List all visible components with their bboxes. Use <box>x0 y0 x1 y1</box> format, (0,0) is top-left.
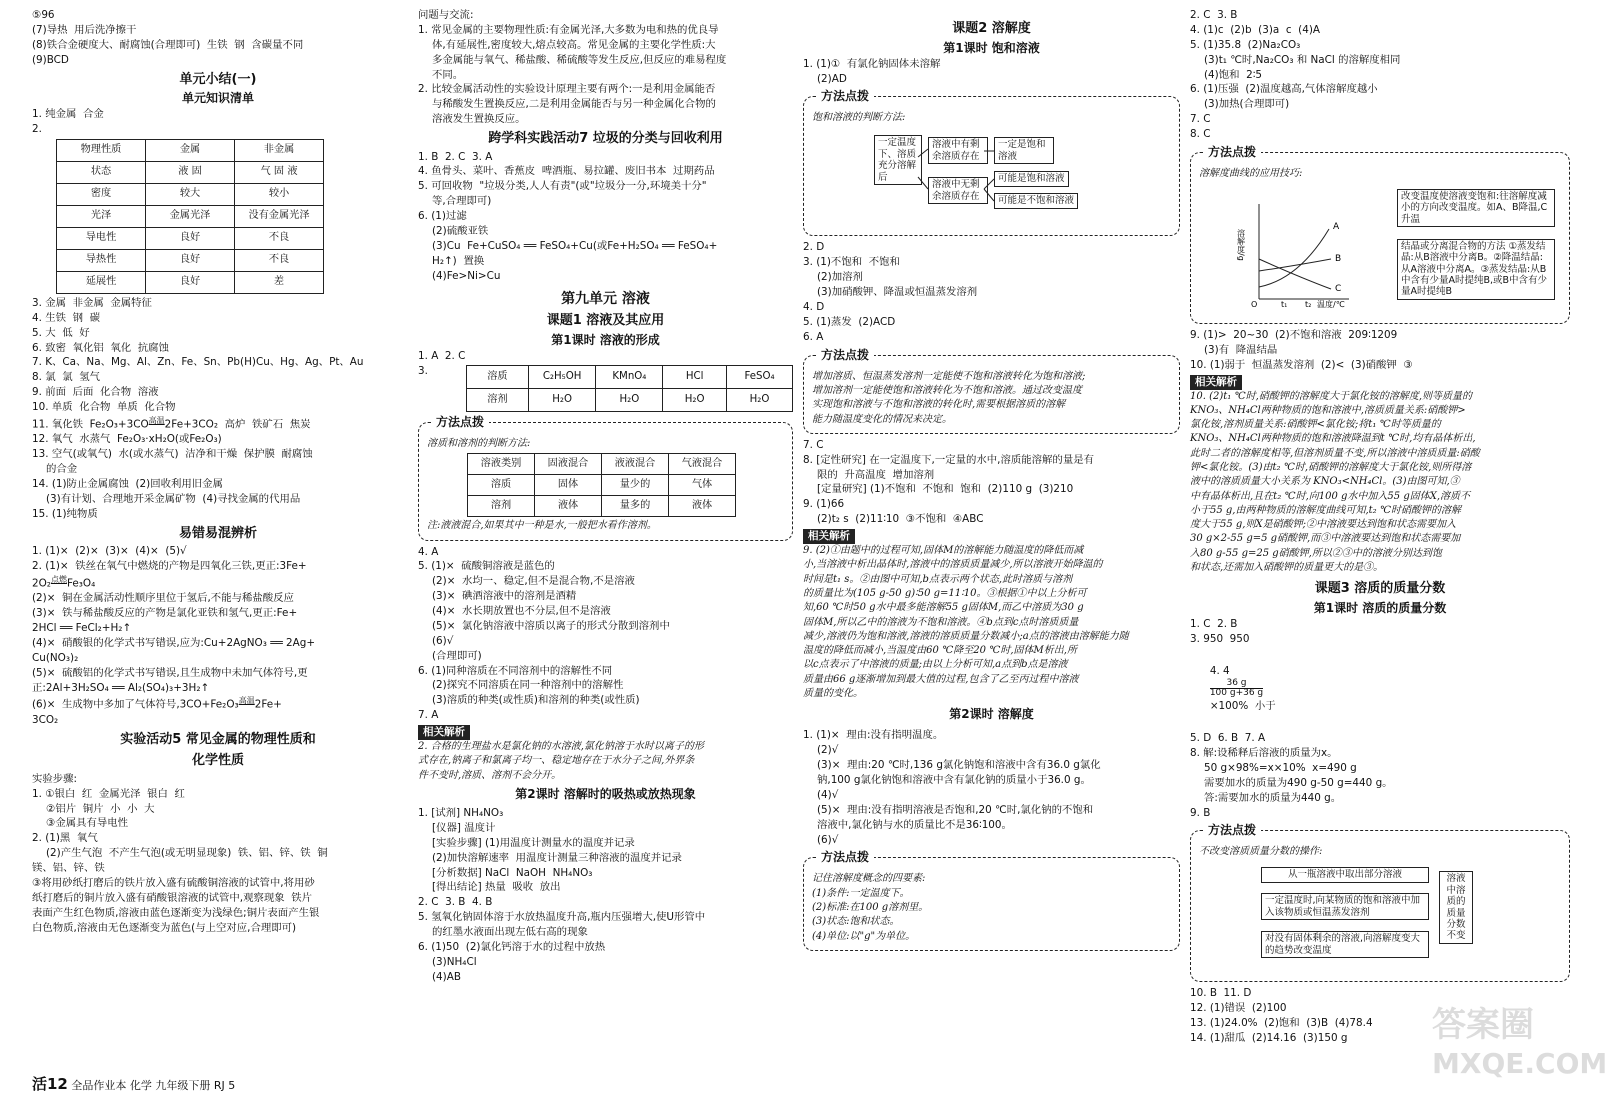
text-line: (5)× 硫酸铝的化学式书写错误,且生成物中未加气体符号,更 <box>32 666 308 679</box>
text-line: 9. (1)> 20~30 (2)不饱和溶液 209∶1209 <box>1190 328 1398 341</box>
lesson-heading: 第2课时 溶解时的吸热或放热现象 <box>515 786 696 801</box>
analysis-text: 减少,溶液仍为饱和溶液,溶液的溶质质量分数减小;a点的溶液由溶解能力随 <box>803 630 1129 642</box>
text-line: 5. D 6. B 7. A <box>1190 732 1266 745</box>
table-cell: H₂O <box>528 388 596 411</box>
text-line: [实验步骤] (1)用温度计测量水的温度并记录 <box>432 836 635 849</box>
page-number: 活12 <box>32 1075 68 1093</box>
text-line: (4)× 硝酸银的化学式书写错误,应为:Cu+2AgNO₃ ══ 2Ag+ <box>32 636 316 649</box>
table-cell: 金属 <box>146 139 235 161</box>
text-line: (3)Cu Fe+CuSO₄ ══ FeSO₄+Cu(或Fe+H₂SO₄ ══ FeSO₄+ <box>432 239 718 252</box>
text-line: 5. 可回收物 "垃圾分类,人人有责"(或"垃圾分一分,环境美十分" <box>418 180 707 193</box>
unit-heading: 第九单元 溶液 <box>561 291 650 308</box>
table-cell: 物理性质 <box>57 139 146 161</box>
text-line: (5)× 氯化钠溶液中溶质以离子的形式分散到溶剂中 <box>432 619 670 632</box>
method-box <box>803 89 1180 236</box>
text-line: (3)加热(合理即可) <box>1204 98 1290 111</box>
text-line: 2. <box>32 123 42 136</box>
analysis-text: 小,当溶液中析出晶体时,溶液中的溶质质量减少,所以溶液开始降温的 <box>803 559 1103 571</box>
text-line: (3)加硝酸钾、降温或恒温蒸发溶剂 <box>817 286 978 299</box>
flow-arrows <box>804 97 1064 215</box>
metal-property-table <box>56 139 324 294</box>
text-line: 2. 比较金属活动性的实验设计原理主要有两个:一是利用金属能否 <box>418 83 716 96</box>
analysis-text: 度大于55 g,则X是硝酸钾;②中溶液要达到饱和状态需要加入 <box>1190 519 1456 531</box>
text-line: 2. C 3. B <box>1190 9 1238 21</box>
text-line: (2)加溶剂 <box>817 271 863 284</box>
table-cell: 较小 <box>235 183 324 205</box>
text-line: 14. (1)防止金属腐蚀 (2)回收利用旧金属 <box>32 477 223 490</box>
table-cell: 金属光泽 <box>146 205 235 227</box>
analysis-text: 质量的变化。 <box>803 688 863 700</box>
text-line: (6)√ <box>432 634 454 647</box>
text-line: 实验步骤: <box>32 772 78 785</box>
method-text: 不改变溶质质量分数的操作: <box>1199 846 1323 858</box>
table-cell: 较大 <box>146 183 235 205</box>
text-line: 4. (1)c (2)b (3)a c (4)A <box>1190 23 1321 36</box>
analysis-text: 10. (2)t₁ ℃时,硝酸钾的溶解度大于氯化铵的溶解度,则等质量的 <box>1190 390 1472 402</box>
analysis-text: 9. (2)①由题中的过程可知,固体M的溶解能力随温度的降低而减 <box>803 545 1084 557</box>
text-line: 1. ①银白 红 金属光泽 银白 红 <box>32 787 185 800</box>
text-fragment: 4. 4 <box>1209 664 1230 677</box>
table-cell: 量少的 <box>602 475 669 496</box>
analysis-text: 2. 合格的生理盐水是氯化钠的水溶液,氯化钠溶于水时以离子的形 <box>418 741 704 753</box>
flow-box: 溶液中有剩余溶质存在 <box>928 137 988 164</box>
table-cell: 良好 <box>146 227 235 249</box>
text-line: 5. (1)× 硫酸铜溶液是蓝色的 <box>418 560 555 573</box>
text-line: 8. 解:设稀释后溶液的质量为x。 <box>1190 747 1338 759</box>
text-line: 7. A <box>418 709 439 722</box>
section-heading: 课题2 溶解度 <box>952 21 1031 36</box>
text-fragment: ₂O₃+3CO <box>101 418 149 431</box>
section-subheading: 单元知识清单 <box>181 91 254 106</box>
method-box-title: 方法点拨 <box>431 414 489 431</box>
text-line <box>1190 649 1570 729</box>
result-box: 溶液中溶质的质量分数不变 <box>1439 871 1473 943</box>
condition-label: 高温 <box>238 696 255 706</box>
text-line: 13. 空气(或氧气) 水(或水蒸气) 洁净和干燥 保护膜 耐腐蚀 <box>32 448 313 461</box>
method-text: 记住溶解度概念的四要素: <box>812 873 926 885</box>
text-line: (6)√ <box>817 833 839 846</box>
solubility-curve-diagram <box>1236 199 1389 309</box>
text-line: 4. 生铁 钢 碳 <box>32 311 100 324</box>
text-line: 1. (1)× 理由:没有指明温度。 <box>803 729 944 742</box>
text-line <box>32 415 404 432</box>
text-line: 2. (1)黑 氧气 <box>32 832 98 845</box>
analysis-text: 时间是t₁ s。②由图中可知,b点表示两个状态,此时溶质与溶剂 <box>803 573 1073 585</box>
text-line: 7. C <box>1190 113 1211 126</box>
analysis-text: 以c点表示了中溶液的质量;由以上分析可知,a点到b点是溶液 <box>803 659 1068 671</box>
text-line: [分析数据] NaCl NaOH NH₄NO₃ <box>432 866 593 879</box>
method-text: (2)标准:在100 g溶剂里。 <box>812 902 929 914</box>
table-cell: 不良 <box>235 227 324 249</box>
table-cell: 溶剂 <box>468 496 535 517</box>
text-line: 4. D <box>803 300 825 313</box>
curve-label-a: A <box>1333 221 1340 232</box>
fraction-numerator: 36 g <box>1210 679 1263 690</box>
column-4 <box>1190 8 1570 1046</box>
section-heading: 单元小结(一) <box>179 71 257 87</box>
text-line: 5. (1)蒸发 (2)ACD <box>803 315 896 328</box>
text-line: 表面产生红色物质,溶液由蓝色逐渐变为浅绿色;铜片表面产生银 <box>32 906 320 919</box>
text-line: ③将用砂纸打磨后的铁片放入盛有硫酸铜溶液的试管中,将用砂 <box>32 876 315 889</box>
analysis-text: 件不变时,溶质、溶剂不会分开。 <box>418 769 562 781</box>
text-line: 1. (1)① 有氯化钠固体未溶解 <box>803 57 941 70</box>
table-cell: 固体 <box>535 475 602 496</box>
text-fragment: 2Fe+3CO₂ 高炉 铁矿石 焦炭 <box>164 418 311 431</box>
table-cell: 良好 <box>146 271 235 293</box>
method-text: (1)条件:一定温度下。 <box>812 887 910 899</box>
text-line: 3CO₂ <box>32 713 59 726</box>
table-cell: 量多的 <box>602 496 669 517</box>
text-line: (4)AB <box>432 970 461 983</box>
text-line: 不同。 <box>432 68 464 81</box>
method-box-title: 方法点拨 <box>1203 144 1261 161</box>
text-line: (2)加快溶解速率 用温度计测量三种溶液的温度并记录 <box>432 851 682 864</box>
operation-box: 一定温度时,向某物质的饱和溶液中加入该物质或恒温蒸发溶剂 <box>1261 893 1429 920</box>
text-line: 5. 大 低 好 <box>32 326 90 339</box>
text-line: 14. (1)甜瓜 (2)14.16 (3)150 g <box>1190 1032 1348 1044</box>
text-line: (4)× 水长期放置也不分层,但不是溶液 <box>432 605 611 618</box>
text-line: 4. 鱼骨头、菜叶、香蕉皮 啤酒瓶、易拉罐、废旧书本 过期药品 <box>418 165 715 178</box>
text-line: 问题与交流: <box>418 9 474 21</box>
text-line: 6. 致密 氧化铝 氧化 抗腐蚀 <box>32 341 169 354</box>
text-line: (2)硫酸亚铁 <box>432 224 489 237</box>
table-cell: 气液混合 <box>669 454 736 475</box>
section-heading: 实验活动5 常见金属的物理性质和 <box>120 731 316 747</box>
text-line: 2HCl ══ FeCl₂+H₂↑ <box>32 622 132 634</box>
analysis-text: 和状态,还需加入硝酸钾的质量更大的是③。 <box>1190 562 1384 574</box>
text-line: 2. C 3. B 4. B <box>418 896 493 909</box>
text-line: (9)BCD <box>32 53 69 66</box>
text-line: [定量研究] (1)不饱和 不饱和 饱和 (2)110 g (3)210 <box>817 483 1074 496</box>
text-line: 白色物质,溶液由无色逐渐变为蓝色(与上空对应,合理即可) <box>32 921 297 934</box>
text-line: 1. [试剂] NH₄NO₃ <box>418 807 504 820</box>
method-box <box>418 414 793 541</box>
text-line: 多金属能与氧气、稀盐酸、稀硫酸等发生反应,但反应的难易程度 <box>432 53 727 66</box>
text-line: 正:2Al+3H₂SO₄ ══ Al₂(SO₄)₃+3H₂↑ <box>32 681 210 694</box>
table-cell: 溶液类别 <box>468 454 535 475</box>
text-line: 溶液发生置换反应。 <box>432 113 526 126</box>
text-line: (3)× 碘酒溶液中的溶剂是酒精 <box>432 590 577 603</box>
table-cell: 光泽 <box>57 205 146 227</box>
analysis-text: 氯化铵,溶剂质量关系:硝酸钾<氯化铵;将t₁ ℃时等质量的 <box>1190 419 1441 431</box>
text-line: (4)√ <box>817 788 839 801</box>
text-line: 10. (1)弱于 恒温蒸发溶剂 (2)< (3)硝酸钾 ③ <box>1190 358 1413 371</box>
text-line: 9. (1)66 <box>803 498 845 511</box>
section-heading: 课题3 溶质的质量分数 <box>1314 581 1446 597</box>
table-cell: 状态 <box>57 161 146 183</box>
fraction-denominator: 100 g+36 g <box>1209 688 1264 699</box>
flow-box-condition: 一定温度下、溶质充分溶解后 <box>874 135 922 185</box>
related-analysis-tag: 相关解析 <box>1190 375 1242 390</box>
text-fragment: 2O₂ <box>32 577 51 590</box>
method-text: 注:液液混合,如果其中一种是水,一般把水看作溶剂。 <box>427 520 657 532</box>
table-cell: 液体 <box>669 496 736 517</box>
section-heading: 易错易混辨析 <box>178 525 257 541</box>
table-cell: 差 <box>235 271 324 293</box>
method-text: 实现饱和溶液与不饱和溶液的转化时,需要根据溶质的溶解 <box>812 399 1066 411</box>
judgement-table <box>467 453 736 517</box>
text-line: 10. B 11. D <box>1190 987 1252 1000</box>
text-fragment: 11. 氧化铁 Fe <box>32 418 102 431</box>
technique-box: 改变温度使溶液变饱和:往溶解度减小的方向改变温度。如A、B降温,C升温 <box>1397 189 1555 227</box>
table-cell: HCl <box>663 365 727 388</box>
table-cell: 良好 <box>146 249 235 271</box>
table-cell: KMnO₄ <box>596 365 663 388</box>
analysis-text: 固体M,所以乙中的溶液为不饱和溶液。④b点到c点时溶质质量 <box>803 616 1079 628</box>
text-line: 4. A <box>418 545 439 558</box>
method-text: 能力随温度变化的情况来决定。 <box>812 413 952 425</box>
text-line: 与稀酸发生置换反应,二是利用金属能否与另一种金属化合物的 <box>432 98 716 111</box>
solute-solvent-table <box>466 365 793 412</box>
table-cell: 不良 <box>235 249 324 271</box>
text-line: (5)× 理由:没有指明溶液是否饱和,20 ℃时,氯化钠的不饱和 <box>817 803 1094 816</box>
method-text: 溶质和溶剂的判断方法: <box>427 437 531 449</box>
condition-label: 高温 <box>148 415 165 425</box>
analysis-text: KNO₃、NH₄Cl两种物质的饱和溶液中,溶质质量关系:硝酸钾> <box>1190 404 1466 416</box>
text-line: 需要加水的质量为490 g-50 g=440 g。 <box>1204 776 1393 789</box>
text-line: [得出结论] 热量 吸收 放出 <box>432 881 561 894</box>
analysis-text: 液中的溶质质量大小关系为 KNO₃<NH₄Cl。(3)由图可知,③ <box>1190 476 1460 488</box>
text-line: (2)t₂ s (2)11∶10 ③不饱和 ④ABC <box>817 513 984 526</box>
table-cell: 密度 <box>57 183 146 205</box>
table-cell: 没有金属光泽 <box>235 205 324 227</box>
table-cell: H₂O <box>727 388 793 411</box>
text-line: ⑤96 <box>32 9 55 21</box>
flow-box: 可能是不饱和溶液 <box>994 193 1078 208</box>
lesson-heading: 第1课时 饱和溶液 <box>943 40 1040 55</box>
text-line: 镁、铝、锌、铁 <box>32 862 105 874</box>
lesson-heading: 第1课时 溶液的形成 <box>551 333 660 348</box>
text-line: 2. (1)× 铁丝在氧气中燃烧的产物是四氧化三铁,更正:3Fe+ <box>32 560 307 573</box>
section-heading: 跨学科实践活动7 垃圾的分类与回收利用 <box>488 131 723 146</box>
operation-box: 从一瓶溶液中取出部分溶液 <box>1261 867 1429 882</box>
table-cell: 液液混合 <box>602 454 669 475</box>
text-line: (2)× 铜在金属活动性顺序里位于氢后,不能与稀盐酸反应 <box>32 592 294 605</box>
text-line: (8)铁合金硬度大、耐腐蚀(合理即可) 生铁 钢 含碳量不同 <box>32 38 304 51</box>
analysis-text: 中有晶体析出,且在t₂ ℃时,向100 g水中加入55 g固体X,溶质不 <box>1190 490 1471 502</box>
analysis-text: 小于55 g,由两种物质的溶解度曲线可知,t₂ ℃时硝酸钾的溶解 <box>1190 504 1462 516</box>
text-line: (3)溶质的种类(或性质)和溶剂的种类(或性质) <box>432 694 640 707</box>
text-line: 3. 金属 非金属 金属特征 <box>32 296 152 309</box>
analysis-text: KNO₃、NH₄Cl两种物质的饱和溶液降温到t ℃时,均有晶体析出, <box>1190 433 1476 445</box>
text-line: 1. B 2. C 3. A <box>418 150 493 163</box>
text-line: 7. K、Ca、Na、Mg、Al、Zn、Fe、Sn、Pb(H)Cu、Hg、Ag、Pt、Au <box>32 356 364 369</box>
text-line: 6. (1)50 (2)氯化钙溶于水的过程中放热 <box>418 940 606 953</box>
analysis-text: 钾<氯化铵。(3)由t₂ ℃时,硝酸钾的溶解度大于氯化铵,则所得溶 <box>1190 461 1472 473</box>
text-line: (3)× 铁与稀盐酸反应的产物是氯化亚铁和氢气,更正:Fe+ <box>32 607 298 620</box>
text-line: 5. (1)35.8 (2)Na₂CO₃ <box>1190 38 1301 51</box>
analysis-text: 30 g×2-55 g=5 g硝酸钾,而③中溶液要达到饱和状态需要加 <box>1190 533 1461 545</box>
watermark-url: MXQE.COM <box>1432 1047 1607 1080</box>
lesson-heading: 第2课时 溶解度 <box>949 707 1034 722</box>
text-line: 8. C <box>1190 128 1211 140</box>
x-axis-label: 温度/℃ <box>1317 299 1345 309</box>
table-cell: 液体 <box>535 496 602 517</box>
method-text: 溶解度曲线的应用技巧: <box>1199 167 1303 179</box>
text-line: 的红墨水液面出现左低右高的现象 <box>432 926 588 939</box>
text-line: 6. (1)压强 (2)温度越高,气体溶解度越小 <box>1190 83 1378 96</box>
text-line: ③金属具有导电性 <box>46 817 129 830</box>
text-line: 3. 950 950 <box>1190 632 1250 645</box>
y-axis-label: 溶解度/g <box>1236 228 1246 261</box>
text-line: (2)产生气泡 不产生气泡(或无明显现象) 铁、铝、锌、铁 铜 <box>46 847 328 860</box>
text-line: 答:需要加水的质量为440 g。 <box>1204 791 1342 804</box>
method-text: 饱和溶液的判断方法: <box>812 112 906 124</box>
text-fragment: Fe₃O₄ <box>66 577 96 590</box>
text-line: 6. (1)过滤 <box>418 210 467 223</box>
text-line: 7. C <box>803 438 824 451</box>
tick-label: t₂ <box>1305 299 1312 309</box>
table-cell: H₂O <box>596 388 663 411</box>
analysis-text: 温度的降低而减小,当温度由60 ℃降至20 ℃时,固体M析出,所 <box>803 645 1077 657</box>
table-cell: 液 固 <box>146 161 235 183</box>
text-line: 9. 前面 后面 化合物 溶液 <box>32 386 159 399</box>
table-cell: 气 固 液 <box>235 161 324 183</box>
text-line: Cu(NO₃)₂ <box>32 651 79 664</box>
method-text: (3)状态:饱和状态。 <box>812 916 900 928</box>
table-cell: 固液混合 <box>535 454 602 475</box>
text-line: [仪器] 温度计 <box>432 821 496 834</box>
table-cell: 导热性 <box>57 249 146 271</box>
method-box-title: 方法点拨 <box>1203 822 1261 839</box>
text-line: (2)√ <box>817 744 839 757</box>
text-line: 等,合理即可) <box>432 195 492 208</box>
text-line: 50 g×98%=x×10% x=490 g <box>1204 761 1357 774</box>
text-line: 12. 氧气 水蒸气 Fe₂O₃·xH₂O(或Fe₂O₃) <box>32 433 222 446</box>
flow-box: 可能是饱和溶液 <box>994 171 1069 186</box>
text-fragment: ×100% 小于 <box>1209 700 1276 713</box>
condition-label: 点燃 <box>50 574 67 584</box>
analysis-text: 式存在,钠离子和氯离子均一、稳定地存在于水分子之间,外界条 <box>418 755 695 767</box>
method-box <box>803 850 1180 950</box>
origin-label: O <box>1251 299 1258 309</box>
table-cell: 非金属 <box>235 139 324 161</box>
column-3 <box>803 8 1180 955</box>
method-box <box>803 347 1180 434</box>
text-line: 13. (1)24.0% (2)饱和 (3)B (4)78.4 <box>1190 1017 1373 1030</box>
column-1 <box>32 8 404 935</box>
text-fragment: 2Fe+ <box>254 698 282 711</box>
table-cell: 导电性 <box>57 227 146 249</box>
operation-box: 对没有固体剩余的溶液,向溶解度变大的趋势改变温度 <box>1261 931 1429 958</box>
text-line: (3)× 理由:20 ℃时,136 g氯化钠饱和溶液中含有36.0 g氯化 <box>817 759 1101 772</box>
text-line: 1. (1)× (2)× (3)× (4)× (5)√ <box>32 545 187 558</box>
technique-box: 结晶或分离混合物的方法 ①蒸发结晶:从B溶液中分离B。②降温结晶:从A溶液中分离A。③蒸发结晶:从B中含有少量A时提纯B,或B中含有少量A时提纯B <box>1397 239 1555 300</box>
text-line: (7)导热 用后洗净擦干 <box>32 23 137 36</box>
analysis-text: 入80 g-55 g=25 g硝酸钾,所以②③中的溶液分别达到饱 <box>1190 547 1442 559</box>
method-box <box>1190 823 1570 982</box>
table-cell: C₂H₅OH <box>528 365 596 388</box>
flow-box: 溶液中无剩余溶质存在 <box>928 177 988 204</box>
text-line: 8. [定性研究] 在一定温度下,一定量的水中,溶质能溶解的量是有 <box>803 453 1094 466</box>
method-text: 增加溶质、恒温蒸发溶剂一定能使不饱和溶液转化为饱和溶液; <box>812 370 1086 382</box>
text-line: 限的 升高温度 增加溶剂 <box>817 468 935 481</box>
text-line: (3)有计划、合理地开采金属矿物 (4)寻找金属的代用品 <box>46 492 301 505</box>
text-line: 溶液中,氯化钠与水的质量比不是36∶100。 <box>817 818 1012 831</box>
column-2 <box>418 8 793 985</box>
table-cell: 溶质 <box>468 475 535 496</box>
method-text: (4)单位:以"g"为单位。 <box>812 930 916 942</box>
text-line <box>32 695 404 712</box>
text-line: 10. 单质 化合物 单质 化合物 <box>32 401 176 414</box>
method-box-title: 方法点拨 <box>816 849 874 866</box>
related-analysis-tag: 相关解析 <box>803 529 855 544</box>
text-line: 5. 氢氧化钠固体溶于水放热温度升高,瓶内压强增大,使U形管中 <box>418 911 706 924</box>
text-line: (3)t₁ ℃时,Na₂CO₃ 和 NaCl 的溶解度相同 <box>1204 53 1401 66</box>
text-line: (4)饱和 2∶5 <box>1204 68 1263 81</box>
table-cell: 溶剂 <box>467 388 529 411</box>
text-line: (3)NH₄Cl <box>432 955 477 968</box>
analysis-text: 此时二者的溶解度相等,但溶剂质量不变,所以溶液中溶质质量:硝酸 <box>1190 447 1480 459</box>
text-line: 12. (1)错误 (2)100 <box>1190 1002 1287 1015</box>
table-cell: 延展性 <box>57 271 146 293</box>
text-line: 9. B <box>1190 806 1211 819</box>
tick-label: t₁ <box>1281 299 1288 309</box>
text-line: 15. (1)纯物质 <box>32 507 98 520</box>
watermark-logo: 答案圈 <box>1432 1005 1534 1045</box>
text-line: 6. A <box>803 330 824 343</box>
text-line: 3. <box>418 365 428 378</box>
text-line: 1. A 2. C <box>418 350 466 363</box>
fraction <box>1210 679 1263 700</box>
analysis-text: 知,60 ℃时50 g水中最多能溶解55 g固体M,而乙中溶质为30 g <box>803 602 1084 614</box>
related-analysis-tag: 相关解析 <box>418 725 470 740</box>
method-text: 增加溶剂一定能使饱和溶液转化为不饱和溶液。通过改变温度 <box>812 384 1082 396</box>
curve-label-b: B <box>1335 253 1342 264</box>
book-title: 全品作业本 化学 九年级下册 RJ 5 <box>71 1079 236 1092</box>
text-line: 钠,100 g氯化钠饱和溶液中含有氯化钠的质量小于36.0 g。 <box>817 774 1091 787</box>
analysis-text: 的质量比为(105 g-50 g)∶50 g=11∶10。③根据①中以上分析可 <box>803 587 1087 599</box>
text-line: 6. (1)同种溶质在不同溶剂中的溶解性不同 <box>418 664 613 677</box>
section-heading: 化学性质 <box>191 753 244 769</box>
text-line: (3)有 降温结晶 <box>1204 343 1278 356</box>
method-box-title: 方法点拨 <box>816 347 874 364</box>
text-line: (合理即可) <box>432 649 482 662</box>
text-line: (2)AD <box>817 72 847 85</box>
text-line: 1. 常见金属的主要物理性质:有金属光泽,大多数为电和热的优良导 <box>418 23 719 36</box>
table-cell: 气体 <box>669 475 736 496</box>
text-line: (2)探究不同溶质在同一种溶剂中的溶解性 <box>432 679 624 692</box>
page-footer <box>32 1074 235 1095</box>
text-line <box>32 574 404 591</box>
section-heading: 课题1 溶液及其应用 <box>546 313 665 329</box>
flow-box: 一定是饱和溶液 <box>994 137 1054 164</box>
text-line: (2)× 水均一、稳定,但不是混合物,不是溶液 <box>432 575 635 588</box>
text-line: 3. (1)不饱和 不饱和 <box>803 256 900 269</box>
curve-a <box>1259 229 1329 287</box>
table-cell: FeSO₄ <box>727 365 793 388</box>
text-line: 纸打磨后的铜片放入盛有硝酸银溶液的试管中,观察现象 铁片 <box>32 891 313 904</box>
table-cell: H₂O <box>663 388 727 411</box>
method-box <box>1190 144 1570 324</box>
method-box-title: 方法点拨 <box>816 88 874 105</box>
text-line: 的合金 <box>46 463 78 476</box>
text-line: 1. 纯金属 合金 <box>32 108 104 121</box>
text-line: H₂↑) 置换 <box>432 254 485 267</box>
text-line: (4)Fe>Ni>Cu <box>432 269 501 282</box>
curve-label-c: C <box>1335 283 1342 294</box>
text-line: 2. D <box>803 241 825 254</box>
text-line: 1. C 2. B <box>1190 618 1238 631</box>
text-fragment: (6)× 生成物中多加了气体符号,3CO+Fe₂O₃ <box>32 698 239 711</box>
text-line: 体,有延展性,密度较大,熔点较高。常见金属的主要化学性质:大 <box>432 38 716 51</box>
lesson-heading: 第1课时 溶质的质量分数 <box>1313 600 1447 615</box>
text-line: 8. 氯 氯 氢气 <box>32 371 100 384</box>
table-cell: 溶质 <box>467 365 529 388</box>
analysis-text: 质量由66 g逐渐增加到最大值的过程,包含了乙至丙过程中溶液 <box>803 673 1079 685</box>
text-line: ②铝片 铜片 小 小 大 <box>46 802 155 815</box>
